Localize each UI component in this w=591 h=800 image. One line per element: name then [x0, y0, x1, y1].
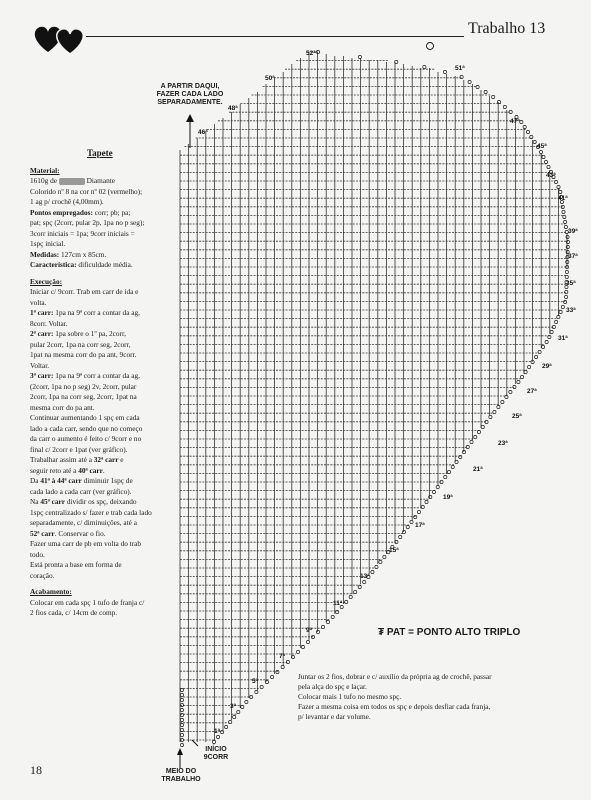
chain-loop: [180, 708, 183, 711]
chain-loop: [371, 570, 374, 573]
row-label: 25ª: [512, 413, 522, 420]
exec-line: 8corr. Voltar.: [30, 318, 68, 328]
chain-loop: [524, 370, 527, 373]
exec-line: [30, 529, 182, 540]
medidas-line: [30, 250, 182, 261]
chain-loop: [509, 390, 512, 393]
row-label: 33ª: [566, 307, 576, 314]
chain-loop: [417, 510, 420, 513]
chain-loop: [220, 730, 223, 733]
label: Medidas:: [30, 249, 60, 259]
chain-loop: [563, 215, 566, 218]
row-label: 15ª: [389, 547, 399, 554]
exec-line: lado a cada carr, sendo que no começo: [30, 423, 143, 433]
chain-loop: [451, 465, 454, 468]
chain-loop: [225, 725, 228, 728]
label: Característica:: [30, 260, 77, 269]
middle-note-line: MEIO DO: [165, 768, 197, 775]
exec-line: Está pronta a base em forma de: [30, 560, 122, 569]
row-label: 13ª: [360, 573, 370, 580]
chain-loop: [489, 415, 492, 418]
text: dificuldade média.: [76, 260, 133, 269]
row-label: 52ª: [306, 50, 316, 57]
chain-loop: [180, 693, 183, 696]
text: e: [118, 455, 124, 464]
exec-line: Iniciar c/ 9corr. Trab em carr de ida e: [30, 287, 139, 296]
material-line: 1 ag p/ crochê (4,00mm).: [30, 197, 104, 206]
chain-loop: [528, 365, 531, 368]
chain-loop: [493, 410, 496, 413]
text: . Conservar o fio.: [54, 528, 106, 538]
exec-line: 2corr, 1pa na corr seg, 2corr, 1pat na: [30, 392, 137, 401]
up-arrow-head-icon: [186, 114, 194, 122]
chain-loop: [212, 740, 215, 743]
row-label: 21ª: [473, 466, 483, 473]
text: Na: [30, 497, 41, 506]
chain-loop: [476, 85, 479, 88]
middle-note: [150, 768, 212, 784]
row-label: 48ª: [228, 105, 238, 112]
pontos-line: 1spç inicial.: [30, 239, 66, 248]
finishing-title: Acabamento:: [30, 587, 72, 596]
chain-loop: [530, 135, 533, 138]
row-label: 35ª: [566, 280, 576, 287]
chain-loop: [538, 350, 541, 353]
fringe-line: pela alça do spç e laçar.: [298, 682, 367, 691]
chain-loop: [533, 140, 536, 143]
middle-arrow-head-icon: [177, 748, 183, 755]
exec-line: [30, 308, 182, 319]
chain-loop: [544, 160, 547, 163]
exec-line: da carr o aumento é feito c/ 9corr e no: [30, 434, 142, 443]
chain-loop: [509, 110, 512, 113]
chain-loop: [233, 715, 236, 718]
chain-loop: [484, 90, 487, 93]
row-label: 41ª: [558, 195, 568, 202]
chain-loop: [555, 320, 558, 323]
chain-loop: [321, 625, 324, 628]
chain-loop: [566, 235, 569, 238]
label: 40ª carr: [78, 465, 103, 475]
chain-loop: [245, 700, 248, 703]
row-label: 23ª: [498, 440, 508, 447]
chain-loop: [399, 535, 402, 538]
label: 1ª carr:: [30, 308, 54, 317]
text: Da: [30, 476, 41, 485]
exec-line: [30, 466, 182, 477]
text: Diamante: [86, 176, 115, 185]
finishing-line: Colocar em cada spç 1 tufo de franja c/: [30, 597, 145, 607]
material-title: Material:: [30, 165, 60, 175]
chain-loop: [180, 743, 183, 746]
chain-loop: [349, 595, 352, 598]
exec-line: separadamente, c/ diminuições, até a: [30, 518, 137, 527]
chain-loop: [425, 500, 428, 503]
pontos-line: pat; spç (2corr, pular 2p, 1pa no p seg);: [30, 218, 145, 227]
text: dividir os spç, deixando: [65, 497, 137, 506]
chain-loop: [363, 580, 366, 583]
exec-line: todo.: [30, 549, 45, 559]
chain-loop: [460, 75, 463, 78]
chain-loop: [447, 470, 450, 473]
top-note-line: FAZER CADA LADO: [156, 91, 224, 98]
row-label: 19ª: [443, 494, 453, 501]
row-label: 47ª: [510, 118, 520, 125]
exec-line: coração.: [30, 570, 55, 580]
text: .: [102, 465, 105, 475]
finishing-line: 2 fios cada, c/ 14cm de comp.: [30, 608, 118, 617]
chain-loop: [414, 515, 417, 518]
top-note-line: SEPARADAMENTE.: [157, 99, 223, 106]
chain-loop: [474, 435, 477, 438]
chain-loop: [477, 430, 480, 433]
chain-loop: [520, 120, 523, 123]
chain-loop: [271, 675, 274, 678]
chain-loop: [180, 688, 183, 691]
chain-loop: [180, 698, 183, 701]
chain-loop: [286, 660, 289, 663]
center-space-icon: [427, 43, 434, 50]
text: seguir reto até a: [30, 465, 79, 475]
material-line: Colorido nº 8 na cor nº 02 (vermelho);: [30, 186, 143, 196]
exec-line: cada lado a cada carr (ver gráfico).: [30, 486, 132, 496]
fringe-line: p/ levantar e dar volume.: [298, 712, 371, 721]
row-label: 27ª: [527, 388, 537, 395]
chain-loop: [255, 690, 258, 693]
chain-loop: [521, 375, 524, 378]
chain-loop: [559, 190, 562, 193]
chain-loop: [180, 723, 183, 726]
chain-loop: [410, 520, 413, 523]
exec-line: mesma corr do pa ant.: [30, 402, 95, 412]
text: 1pa na 9ª corr a contar da ag,: [53, 371, 140, 380]
row-label: 11ª: [333, 600, 343, 607]
chain-loop: [550, 330, 553, 333]
pontos-line: 3corr iniciais = 1pa; 9corr iniciais =: [30, 228, 135, 238]
row-label: 37ª: [568, 253, 578, 260]
row-label: 29ª: [542, 363, 552, 370]
chain-loop: [547, 165, 550, 168]
fringe-line: Colocar mais 1 tufo no mesmo spç.: [298, 692, 402, 701]
chain-loop: [443, 70, 446, 73]
chain-loop: [561, 305, 564, 308]
chain-loop: [331, 615, 334, 618]
text: 1610g de: [30, 176, 57, 185]
chain-loop: [545, 340, 548, 343]
page-title: Trabalho 13: [468, 20, 546, 37]
exec-line: Continuar aumentando 1 spç em cada: [30, 413, 140, 422]
exec-line: Fazer uma carr de pb em volta do trab: [30, 539, 142, 548]
exec-line: Voltar.: [30, 360, 50, 370]
row-label: 3ª: [230, 703, 237, 710]
exec-line: pular 2corr, 1pa na corr seg, 2corr,: [30, 339, 131, 349]
chain-loop: [542, 155, 545, 158]
chain-loop: [565, 290, 568, 293]
chain-loop: [306, 640, 309, 643]
text: diminuir 1spç de: [81, 476, 133, 485]
chain-loop: [421, 505, 424, 508]
chain-loop: [535, 355, 538, 358]
chain-loop: [281, 665, 284, 668]
chain-loop: [565, 275, 568, 278]
chain-loop: [301, 645, 304, 648]
label: 41ª à 44ª carr: [40, 476, 82, 485]
chain-loop: [468, 80, 471, 83]
exec-line: [30, 371, 182, 382]
top-note-line: A PARTIR DAQUI,: [160, 83, 220, 90]
chain-loop: [296, 650, 299, 653]
exec-line: 1pat na mesma corr do pa ant, 9corr.: [30, 350, 137, 359]
chain-loop: [564, 300, 567, 303]
carac-line: [30, 260, 182, 271]
chain-loop: [565, 295, 568, 298]
chain-loop: [260, 685, 263, 688]
pat-legend: [378, 627, 520, 638]
chain-loop: [526, 130, 529, 133]
chain-loop: [503, 105, 506, 108]
row-label: 51ª: [455, 65, 465, 72]
exec-line: (2corr, 1pa no p seg) 2v, 2corr, pular: [30, 381, 137, 391]
label: Pontos empregados:: [30, 207, 93, 217]
treble-stitch-icon: ₮: [378, 627, 385, 638]
chain-loop: [542, 345, 545, 348]
start-note-line: 9CORR: [203, 754, 229, 761]
row-label: 5ª: [252, 678, 259, 685]
chain-loop: [229, 720, 232, 723]
chain-loop: [466, 445, 469, 448]
chain-loop: [326, 620, 329, 623]
grid-lines: [180, 52, 568, 742]
chain-loop: [523, 125, 526, 128]
label: 32ª carr: [93, 455, 119, 464]
top-note: [140, 83, 240, 107]
pat-legend-text: PAT = PONTO ALTO TRIPLO: [386, 627, 521, 638]
page-number: 18: [30, 763, 42, 777]
chain-loop: [383, 555, 386, 558]
chain-loop: [379, 560, 382, 563]
exec-line: [30, 329, 182, 340]
exec-line: [30, 455, 182, 466]
label: 45ª carr: [40, 497, 66, 506]
label: 52ª carr: [30, 528, 55, 538]
text: 1pa na 9ª corr a contar da ag,: [53, 308, 140, 317]
chain-loop: [559, 310, 562, 313]
chain-loop: [237, 710, 240, 713]
chain-loop: [354, 590, 357, 593]
row-label: 45ª: [537, 143, 547, 150]
middle-note-line: TRABALHO: [161, 776, 201, 783]
exec-line: [30, 476, 182, 487]
chain-loop: [180, 718, 183, 721]
row-label: 7ª: [279, 653, 286, 660]
material-line: [30, 176, 182, 187]
chain-loop: [470, 440, 473, 443]
exec-line: 1spç centralizado s/ fazer e trab cada lado: [30, 507, 152, 517]
chain-loop: [358, 585, 361, 588]
text: 1pa sobre o 1º pa, 2corr,: [53, 329, 126, 338]
row-label: 39ª: [568, 228, 578, 235]
chain-loop: [554, 180, 557, 183]
chain-loop: [180, 703, 183, 706]
chain-loop: [444, 475, 447, 478]
row-label: 46ª: [198, 129, 208, 136]
pontos-line: [30, 208, 182, 219]
row-label: 9ª: [306, 627, 313, 634]
row-label: 50ª: [265, 75, 275, 82]
text: 127cm x 85cm.: [59, 249, 107, 259]
chain-loop: [562, 210, 565, 213]
text: corr; pb; pa;: [92, 207, 131, 217]
exec-line: final c/ 2corr e 1pat (ver gráfico).: [30, 444, 128, 454]
row-label: 43ª: [546, 172, 556, 179]
chain-loop: [501, 400, 504, 403]
chain-loop: [492, 95, 495, 98]
start-note-line: INÍCIO: [205, 746, 227, 753]
row-label: 1ª: [214, 728, 221, 735]
fringe-line: Juntar os 2 fios, dobrar e c/ auxílio da própria ag de crochê, passar: [298, 672, 492, 681]
chain-loop: [565, 270, 568, 273]
chain-loop: [358, 55, 361, 58]
chain-loop: [423, 65, 426, 68]
chain-loop: [375, 565, 378, 568]
chain-loop: [564, 220, 567, 223]
label: 3ª carr:: [30, 371, 54, 380]
chain-loop: [517, 380, 520, 383]
start-note: [196, 746, 236, 762]
yarn-brand-logo-icon: [59, 178, 85, 185]
chain-loop: [539, 150, 542, 153]
section-heading: Tapete: [87, 148, 113, 158]
label: 2ª carr:: [30, 329, 54, 338]
chain-loop: [481, 425, 484, 428]
chain-loop: [180, 733, 183, 736]
row-label: 17ª: [415, 522, 425, 529]
chain-loop: [216, 735, 219, 738]
instructions-column: [30, 148, 182, 619]
row-label: 31ª: [558, 335, 568, 342]
text: Trabalhar assim até a: [30, 455, 94, 464]
exec-line: volta.: [30, 297, 47, 307]
execution-title: Execução:: [30, 276, 63, 286]
fringe-line: Fazer a mesma coisa em todos os spç e depois desfiar cada franja,: [298, 702, 491, 711]
chain-loop: [406, 525, 409, 528]
fringe-instructions: [298, 672, 558, 722]
exec-line: [30, 497, 182, 508]
